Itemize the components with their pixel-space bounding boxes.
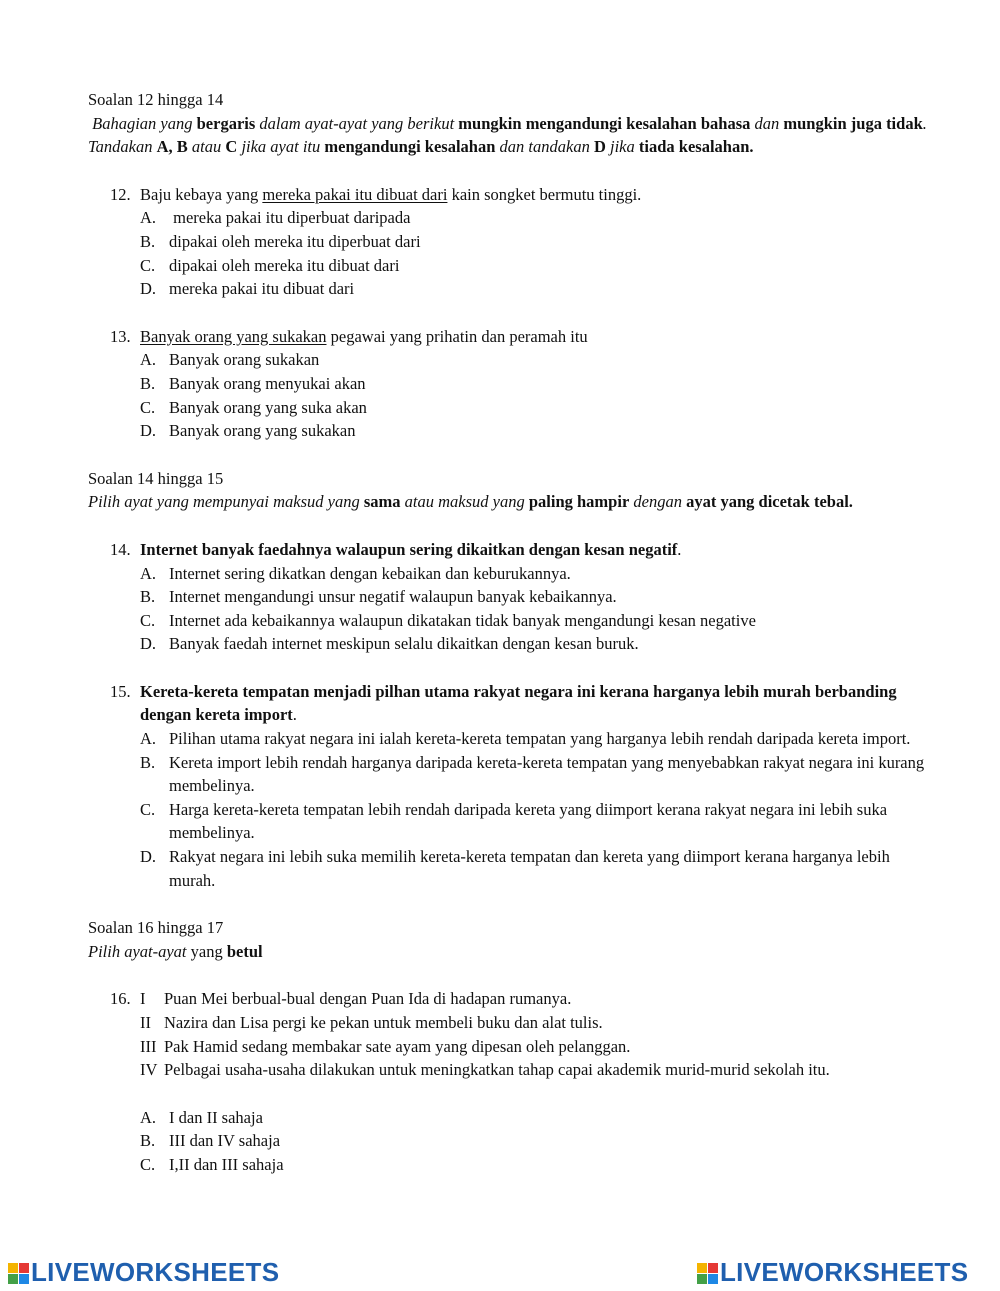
option[interactable] xyxy=(88,798,928,845)
option-text: Pilihan utama rakyat negara ini ialah kereta-kereta tempatan yang harganya lebih rendah daripada kereta import. xyxy=(169,729,911,749)
option[interactable] xyxy=(88,609,928,633)
logo-text: LIVEWORKSHEETS xyxy=(720,1257,969,1288)
option[interactable] xyxy=(88,1129,928,1153)
option-text: Banyak orang menyukai akan xyxy=(169,373,366,393)
option-letter: D. xyxy=(140,421,157,441)
option-text: Internet ada kebaikannya walaupun dikatakan tidak banyak mengandungi kesan negative xyxy=(169,610,756,630)
option[interactable] xyxy=(88,396,928,420)
instr-bold: paling hampir xyxy=(528,492,630,512)
option[interactable] xyxy=(88,1106,928,1130)
options-list xyxy=(88,1106,928,1177)
question-bold-text: Internet banyak faedahnya walaupun sering dikaitkan dengan kesan negatif xyxy=(140,539,678,559)
instr-bold: C xyxy=(225,137,238,157)
section-instructions xyxy=(88,112,928,159)
option[interactable] xyxy=(88,419,928,443)
instr-bold: D xyxy=(593,137,606,157)
instr-bold: mungkin juga tidak xyxy=(783,113,923,133)
option-letter: B. xyxy=(140,373,156,393)
roman-numeral: I xyxy=(140,989,146,1009)
underlined-phrase: mereka pakai itu dibuat dari xyxy=(262,184,448,204)
question-15 xyxy=(88,680,928,727)
liveworksheets-logo xyxy=(8,1258,279,1288)
statement-text: Puan Mei berbual-bual dengan Puan Ida di hadapan rumanya. xyxy=(164,989,572,1009)
underlined-phrase: Banyak orang yang sukakan xyxy=(140,326,327,346)
option-letter: C. xyxy=(140,610,156,630)
instr-text: dalam ayat-ayat yang berikut xyxy=(259,113,455,133)
option-text: I,II dan III sahaja xyxy=(169,1154,284,1174)
option-letter: A. xyxy=(140,1107,157,1127)
instr-bold: ayat yang dicetak tebal. xyxy=(686,492,853,512)
option-text: III dan IV sahaja xyxy=(169,1131,281,1151)
statement xyxy=(88,1058,928,1082)
option-text: Kereta import lebih rendah harganya daripada kereta-kereta tempatan yang menyebabkan rakyat negara ini kurang membelinya. xyxy=(169,752,925,796)
section-title: Soalan 14 hingga 15 xyxy=(88,468,224,488)
statement xyxy=(88,1011,928,1035)
liveworksheets-logo xyxy=(697,1258,968,1288)
instr-bold: sama xyxy=(363,492,401,512)
question-text: kain songket bermutu tinggi. xyxy=(451,184,642,204)
question-tail: . xyxy=(677,539,682,559)
options-list xyxy=(88,562,928,656)
option-letter: B. xyxy=(140,1131,156,1151)
option-letter: C. xyxy=(140,255,156,275)
statement-text: Pelbagai usaha-usaha dilakukan untuk meningkatkan tahap capai akademik murid-murid sekolah itu. xyxy=(164,1060,830,1080)
option-letter: C. xyxy=(140,397,156,417)
option[interactable] xyxy=(88,751,928,798)
option[interactable] xyxy=(88,585,928,609)
option-letter: A. xyxy=(140,563,157,583)
instr-text: jika xyxy=(610,137,635,157)
instr-bold: betul xyxy=(226,941,263,961)
instr-text: Bahagian yang xyxy=(92,113,193,133)
option-text: mereka pakai itu diperbuat daripada xyxy=(169,208,411,228)
options-list xyxy=(88,727,928,892)
section-instructions xyxy=(88,940,928,964)
instr-text: atau xyxy=(191,137,222,157)
instr-text: jika ayat itu xyxy=(241,137,321,157)
option-text: Banyak orang yang sukakan xyxy=(169,421,356,441)
statement-text: Nazira dan Lisa pergi ke pekan untuk membeli buku dan alat tulis. xyxy=(164,1013,603,1032)
question-number: 12. xyxy=(110,184,131,204)
question-text: Baju kebaya yang xyxy=(140,184,259,204)
logo-mark-icon xyxy=(8,1263,29,1284)
option-letter: A. xyxy=(140,729,157,749)
option-text: Internet mengandungi unsur negatif walaupun banyak kebaikannya. xyxy=(169,587,617,607)
logo-mark-icon xyxy=(697,1263,718,1284)
instr-bold: A, B xyxy=(156,137,188,157)
question-bold-text: Kereta-kereta tempatan menjadi pilhan utama rakyat negara ini kerana harganya lebih murah berbanding dengan kereta import xyxy=(140,681,897,725)
option[interactable] xyxy=(88,230,928,254)
option-letter: A. xyxy=(140,208,157,228)
option-letter: C. xyxy=(140,799,156,819)
option-letter: D. xyxy=(140,279,157,299)
option-letter: A. xyxy=(140,350,157,370)
option-letter: B. xyxy=(140,752,156,772)
option-text: dipakai oleh mereka itu dibuat dari xyxy=(169,255,400,275)
logo-text: LIVEWORKSHEETS xyxy=(31,1257,280,1288)
option[interactable] xyxy=(88,254,928,278)
option[interactable] xyxy=(88,372,928,396)
instr-text: . Tandakan xyxy=(88,113,927,157)
question-number: 16. xyxy=(110,989,131,1009)
option-text: dipakai oleh mereka itu diperbuat dari xyxy=(169,231,421,251)
option[interactable] xyxy=(88,206,928,230)
option[interactable] xyxy=(88,348,928,372)
option-text: Banyak orang yang suka akan xyxy=(169,397,367,417)
option-text: Internet sering dikatkan dengan kebaikan dan keburukannya. xyxy=(169,563,571,583)
instr-text: dan tandakan xyxy=(499,137,590,157)
option-text: mereka pakai itu dibuat dari xyxy=(169,279,355,299)
roman-numeral: II xyxy=(140,1013,151,1032)
question-14 xyxy=(88,538,928,562)
option[interactable] xyxy=(88,727,928,751)
worksheet-page xyxy=(88,88,928,1177)
option-letter: D. xyxy=(140,847,157,867)
option-letter: B. xyxy=(140,231,156,251)
instr-bold: mengandungi kesalahan xyxy=(324,137,496,157)
option[interactable] xyxy=(88,845,928,892)
options-list xyxy=(88,206,928,300)
option[interactable] xyxy=(88,562,928,586)
option-text: Banyak orang sukakan xyxy=(169,350,320,370)
option[interactable] xyxy=(88,1153,928,1177)
option-letter: D. xyxy=(140,634,157,654)
roman-numeral: III xyxy=(140,1036,157,1056)
question-number: 15. xyxy=(110,681,131,701)
instr-text: dan xyxy=(754,113,780,133)
roman-numeral: IV xyxy=(140,1060,158,1080)
instr-bold: tiada kesalahan. xyxy=(638,137,754,157)
section-title: Soalan 16 hingga 17 xyxy=(88,918,224,938)
question-13 xyxy=(88,325,928,349)
option-text: I dan II sahaja xyxy=(169,1107,263,1127)
question-12 xyxy=(88,183,928,207)
question-tail: . xyxy=(292,705,297,725)
question-number: 13. xyxy=(110,326,131,346)
statement xyxy=(88,1035,928,1059)
option-letter: C. xyxy=(140,1154,156,1174)
option-text: Harga kereta-kereta tempatan lebih rendah daripada kereta yang diimport kerana rakyat negara ini lebih suka membelinya. xyxy=(169,799,888,843)
section-title: Soalan 12 hingga 14 xyxy=(88,90,224,109)
instr-text: dengan xyxy=(633,492,682,512)
option-text: Banyak faedah internet meskipun selalu dikaitkan dengan kesan buruk. xyxy=(169,634,639,654)
question-16 xyxy=(88,987,928,1011)
option[interactable] xyxy=(88,277,928,301)
instr-bold: mungkin mengandungi kesalahan bahasa xyxy=(458,113,751,133)
instr-text: Pilih ayat-ayat xyxy=(88,941,187,961)
instr-bold: bergaris xyxy=(196,113,256,133)
question-text: pegawai yang prihatin dan peramah itu xyxy=(330,326,588,346)
instr-text: Pilih ayat yang mempunyai maksud yang xyxy=(88,492,360,512)
statement-text: Pak Hamid sedang membakar sate ayam yang dipesan oleh pelanggan. xyxy=(164,1036,631,1056)
options-list xyxy=(88,348,928,442)
option-letter: B. xyxy=(140,587,156,607)
option[interactable] xyxy=(88,632,928,656)
instr-text: yang xyxy=(190,941,223,961)
question-number: 14. xyxy=(110,539,131,559)
instr-text: atau maksud yang xyxy=(404,492,525,512)
option-text: Rakyat negara ini lebih suka memilih kereta-kereta tempatan dan kereta yang diimport kerana harganya lebih murah. xyxy=(169,847,890,890)
section-instructions xyxy=(88,490,928,514)
